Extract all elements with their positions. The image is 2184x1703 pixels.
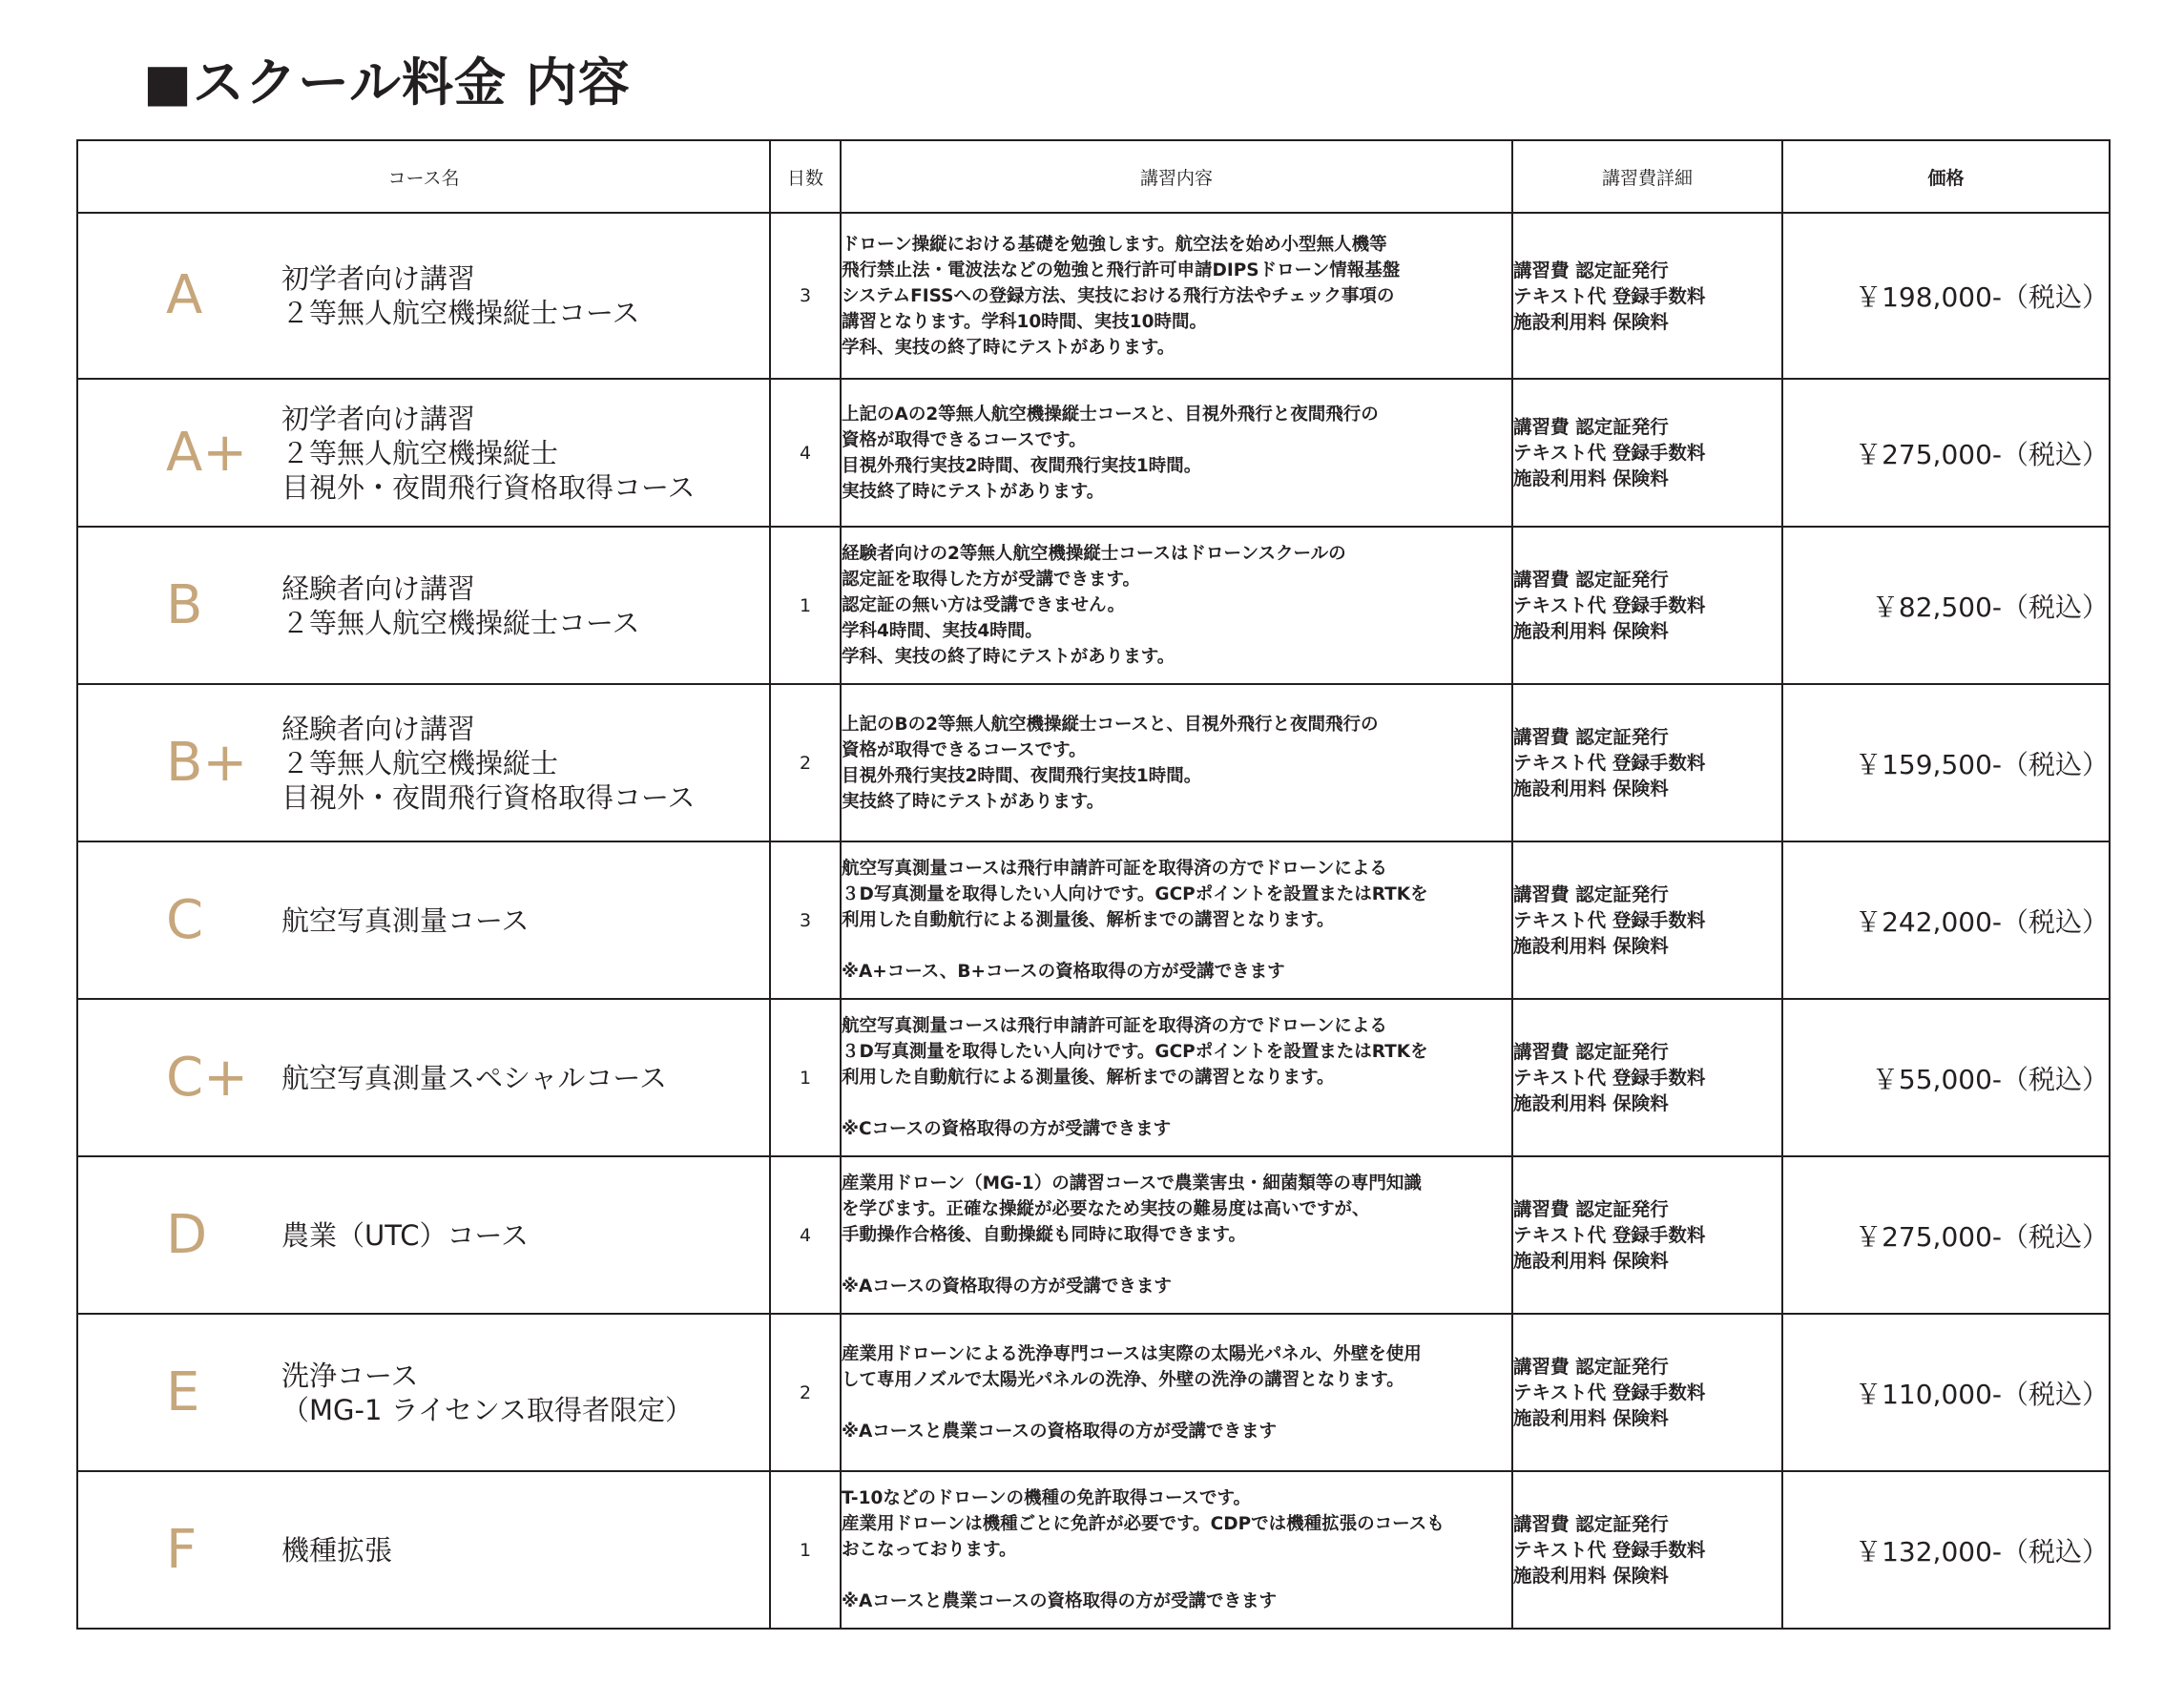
course-name-cell	[77, 1471, 770, 1629]
course-name-line: 目視外・夜間飛行資格取得コース	[281, 470, 696, 504]
detail-line: 施設利用料 保険料	[1513, 310, 1669, 333]
content-line: 利用した自動航行による測量後、解析までの講習となります。	[842, 1068, 1335, 1088]
course-days: 1	[770, 1471, 841, 1629]
course-name-cell	[77, 213, 770, 379]
content-line: 目視外飛行実技2時間、夜間飛行実技1時間。	[842, 455, 1202, 476]
course-row	[77, 1156, 2110, 1314]
header-days: 日数	[770, 140, 841, 213]
course-content	[841, 379, 1512, 527]
course-name-cell	[77, 841, 770, 999]
course-fee-detail	[1512, 999, 1782, 1156]
course-letter: B+	[166, 731, 248, 794]
course-row	[77, 841, 2110, 999]
course-name-cell	[77, 1314, 770, 1471]
content-line: 目視外飛行実技2時間、夜間飛行実技1時間。	[842, 765, 1202, 786]
detail-line: 施設利用料 保険料	[1513, 1407, 1669, 1429]
content-line: ※Cコースの資格取得の方が受講できます	[842, 1119, 1172, 1139]
course-name-cell	[77, 527, 770, 684]
course-letter: B	[166, 573, 203, 636]
content-line: を学びます。正確な操縦が必要なため実技の難易度は高いですが、	[842, 1199, 1370, 1219]
course-letter: F	[166, 1518, 198, 1581]
content-line: 上記のAの2等無人航空機操縦士コースと、目視外飛行と夜間飛行の	[842, 404, 1379, 425]
course-fee-detail	[1512, 213, 1782, 379]
content-spacer	[842, 933, 1511, 959]
detail-line: 講習費 認定証発行	[1513, 569, 1669, 591]
course-name-cell	[77, 1156, 770, 1314]
content-line: 利用した自動航行による測量後、解析までの講習となります。	[842, 910, 1335, 930]
content-line: して専用ノズルで太陽光パネルの洗浄、外壁の洗浄の講習となります。	[842, 1369, 1404, 1390]
course-price: ￥82,500-（税込）	[1782, 527, 2110, 684]
detail-line: 施設利用料 保険料	[1513, 1565, 1669, 1587]
header-fee-detail: 講習費詳細	[1512, 140, 1782, 213]
course-content	[841, 213, 1512, 379]
content-line: T-10などのドローンの機種の免許取得コースです。	[842, 1488, 1252, 1508]
page-title: ■スクール料金 内容	[143, 52, 631, 113]
course-price: ￥159,500-（税込）	[1782, 684, 2110, 841]
course-letter: E	[166, 1360, 200, 1423]
course-fee-detail	[1512, 1156, 1782, 1314]
course-name	[281, 1533, 769, 1568]
table-header-row	[77, 140, 2110, 213]
course-name	[281, 1218, 769, 1253]
content-line: 上記のBの2等無人航空機操縦士コースと、目視外飛行と夜間飛行の	[842, 714, 1379, 735]
content-line: ※Aコースの資格取得の方が受講できます	[842, 1277, 1172, 1297]
course-fee-table	[76, 139, 2111, 1630]
course-letter: C+	[166, 1046, 249, 1109]
detail-line: 施設利用料 保険料	[1513, 1092, 1669, 1114]
course-days: 3	[770, 841, 841, 999]
course-fee-detail	[1512, 1471, 1782, 1629]
course-name-line: 経験者向け講習	[281, 712, 476, 745]
course-name-line: 初学者向け講習	[281, 402, 476, 435]
course-name-line: ２等無人航空機操縦士コース	[281, 297, 640, 329]
course-letter: C	[166, 888, 204, 951]
course-fee-detail	[1512, 1314, 1782, 1471]
content-spacer	[842, 1393, 1511, 1419]
course-letter: A	[166, 264, 203, 326]
detail-line: テキスト代 登録手数料	[1513, 1224, 1706, 1246]
course-days: 2	[770, 1314, 841, 1471]
detail-line: 施設利用料 保険料	[1513, 620, 1669, 642]
course-name-line: ２等無人航空機操縦士	[281, 746, 559, 779]
course-price: ￥275,000-（税込）	[1782, 1156, 2110, 1314]
course-name-cell	[77, 379, 770, 527]
course-name	[281, 261, 769, 330]
content-line: ３D写真測量を取得したい人向けです。GCPポイントを設置またはRTKを	[842, 884, 1428, 904]
content-line: 産業用ドローン（MG-1）の講習コースで農業害虫・細菌類等の専門知識	[842, 1173, 1422, 1194]
content-line: 実技終了時にテストがあります。	[842, 791, 1105, 812]
course-days: 1	[770, 527, 841, 684]
course-name-line: 航空写真測量スペシャルコース	[281, 1061, 667, 1094]
course-letter: D	[166, 1203, 208, 1266]
detail-line: 施設利用料 保険料	[1513, 467, 1669, 489]
content-line: 航空写真測量コースは飛行申請許可証を取得済の方でドローンによる	[842, 1016, 1387, 1036]
header-content: 講習内容	[841, 140, 1512, 213]
content-line: 認定証を取得した方が受講できます。	[842, 570, 1141, 590]
course-days: 2	[770, 684, 841, 841]
course-row	[77, 684, 2110, 841]
course-row	[77, 213, 2110, 379]
course-price: ￥110,000-（税込）	[1782, 1314, 2110, 1471]
content-spacer	[842, 1563, 1511, 1589]
course-price: ￥198,000-（税込）	[1782, 213, 2110, 379]
course-content	[841, 999, 1512, 1156]
course-row	[77, 999, 2110, 1156]
course-name-line: 機種拡張	[281, 1533, 393, 1567]
course-content	[841, 1156, 1512, 1314]
course-name-cell	[77, 999, 770, 1156]
course-fee-detail	[1512, 684, 1782, 841]
course-name-line: 初学者向け講習	[281, 262, 476, 295]
course-name-line: 洗浄コース	[281, 1359, 419, 1392]
course-name	[281, 402, 769, 505]
detail-line: 講習費 認定証発行	[1513, 726, 1669, 748]
detail-line: テキスト代 登録手数料	[1513, 594, 1706, 616]
course-name-line: ２等無人航空機操縦士	[281, 436, 559, 469]
course-name	[281, 571, 769, 640]
detail-line: テキスト代 登録手数料	[1513, 442, 1706, 464]
detail-line: テキスト代 登録手数料	[1513, 1539, 1706, 1561]
content-spacer	[842, 1090, 1511, 1116]
course-name-line: 航空写真測量コース	[281, 903, 530, 937]
course-fee-detail	[1512, 379, 1782, 527]
detail-line: テキスト代 登録手数料	[1513, 1067, 1706, 1089]
course-content	[841, 527, 1512, 684]
content-line: 学科、実技の終了時にテストがあります。	[842, 647, 1175, 667]
course-letter: A+	[166, 421, 248, 484]
content-line: ※Aコースと農業コースの資格取得の方が受講できます	[842, 1591, 1277, 1611]
content-line: 認定証の無い方は受講できません。	[842, 595, 1126, 615]
content-line: 学科4時間、実技4時間。	[842, 621, 1043, 641]
detail-line: テキスト代 登録手数料	[1513, 909, 1706, 931]
course-days: 1	[770, 999, 841, 1156]
course-name-line: ２等無人航空機操縦士コース	[281, 606, 640, 639]
detail-line: 講習費 認定証発行	[1513, 1041, 1669, 1063]
course-name-cell	[77, 684, 770, 841]
content-line: 飛行禁止法・電波法などの勉強と飛行許可申請DIPSドローン情報基盤	[842, 260, 1401, 280]
content-line: 経験者向けの2等無人航空機操縦士コースはドローンスクールの	[842, 544, 1346, 564]
content-line: 資格が取得できるコースです。	[842, 739, 1087, 760]
header-course-name: コース名	[77, 140, 770, 213]
detail-line: 施設利用料 保険料	[1513, 778, 1669, 800]
course-days: 4	[770, 1156, 841, 1314]
course-content	[841, 684, 1512, 841]
content-line: 実技終了時にテストがあります。	[842, 481, 1105, 502]
content-line: 手動操作合格後、自動操縦も同時に取得できます。	[842, 1225, 1247, 1245]
content-line: 産業用ドローンは機種ごとに免許が必要です。CDPでは機種拡張のコースも	[842, 1514, 1445, 1534]
content-line: 資格が取得できるコースです。	[842, 429, 1087, 450]
detail-line: テキスト代 登録手数料	[1513, 752, 1706, 774]
course-fee-detail	[1512, 841, 1782, 999]
course-price: ￥275,000-（税込）	[1782, 379, 2110, 527]
detail-line: 講習費 認定証発行	[1513, 1198, 1669, 1220]
content-line: ※Aコースと農業コースの資格取得の方が受講できます	[842, 1421, 1277, 1442]
course-name	[281, 712, 769, 815]
detail-line: 施設利用料 保険料	[1513, 935, 1669, 957]
content-spacer	[842, 1248, 1511, 1274]
content-line: 産業用ドローンによる洗浄専門コースは実際の太陽光パネル、外壁を使用	[842, 1343, 1422, 1364]
course-days: 4	[770, 379, 841, 527]
course-row	[77, 1314, 2110, 1471]
course-name-line: （MG-1 ライセンス取得者限定）	[281, 1393, 694, 1426]
header-price: 価格	[1782, 140, 2110, 213]
course-content	[841, 1471, 1512, 1629]
course-row	[77, 379, 2110, 527]
course-price: ￥242,000-（税込）	[1782, 841, 2110, 999]
detail-line: 講習費 認定証発行	[1513, 883, 1669, 905]
content-line: 講習となります。学科10時間、実技10時間。	[842, 311, 1208, 332]
course-name-line: 目視外・夜間飛行資格取得コース	[281, 780, 696, 814]
course-name	[281, 903, 769, 938]
content-line: ドローン操縦における基礎を勉強します。航空法を始め小型無人機等	[842, 234, 1387, 255]
content-line: おこなっております。	[842, 1540, 1017, 1560]
content-line: システムFISSへの登録方法、実技における飛行方法やチェック事項の	[842, 285, 1395, 306]
course-content	[841, 841, 1512, 999]
detail-line: 講習費 認定証発行	[1513, 1356, 1669, 1378]
course-price: ￥55,000-（税込）	[1782, 999, 2110, 1156]
detail-line: テキスト代 登録手数料	[1513, 284, 1706, 307]
detail-line: 講習費 認定証発行	[1513, 416, 1669, 438]
content-line: ３D写真測量を取得したい人向けです。GCPポイントを設置またはRTKを	[842, 1042, 1428, 1062]
content-line: 航空写真測量コースは飛行申請許可証を取得済の方でドローンによる	[842, 859, 1387, 879]
course-row	[77, 527, 2110, 684]
course-name-line: 経験者向け講習	[281, 571, 476, 605]
course-name	[281, 1359, 769, 1427]
detail-line: 施設利用料 保険料	[1513, 1250, 1669, 1272]
course-days: 3	[770, 213, 841, 379]
course-price: ￥132,000-（税込）	[1782, 1471, 2110, 1629]
course-fee-detail	[1512, 527, 1782, 684]
content-line: 学科、実技の終了時にテストがあります。	[842, 337, 1175, 358]
content-line: ※A+コース、B+コースの資格取得の方が受講できます	[842, 962, 1285, 982]
course-content	[841, 1314, 1512, 1471]
detail-line: 講習費 認定証発行	[1513, 1513, 1669, 1535]
detail-line: テキスト代 登録手数料	[1513, 1381, 1706, 1403]
course-name-line: 農業（UTC）コース	[281, 1218, 530, 1252]
detail-line: 講習費 認定証発行	[1513, 259, 1669, 281]
course-row	[77, 1471, 2110, 1629]
course-name	[281, 1061, 769, 1095]
